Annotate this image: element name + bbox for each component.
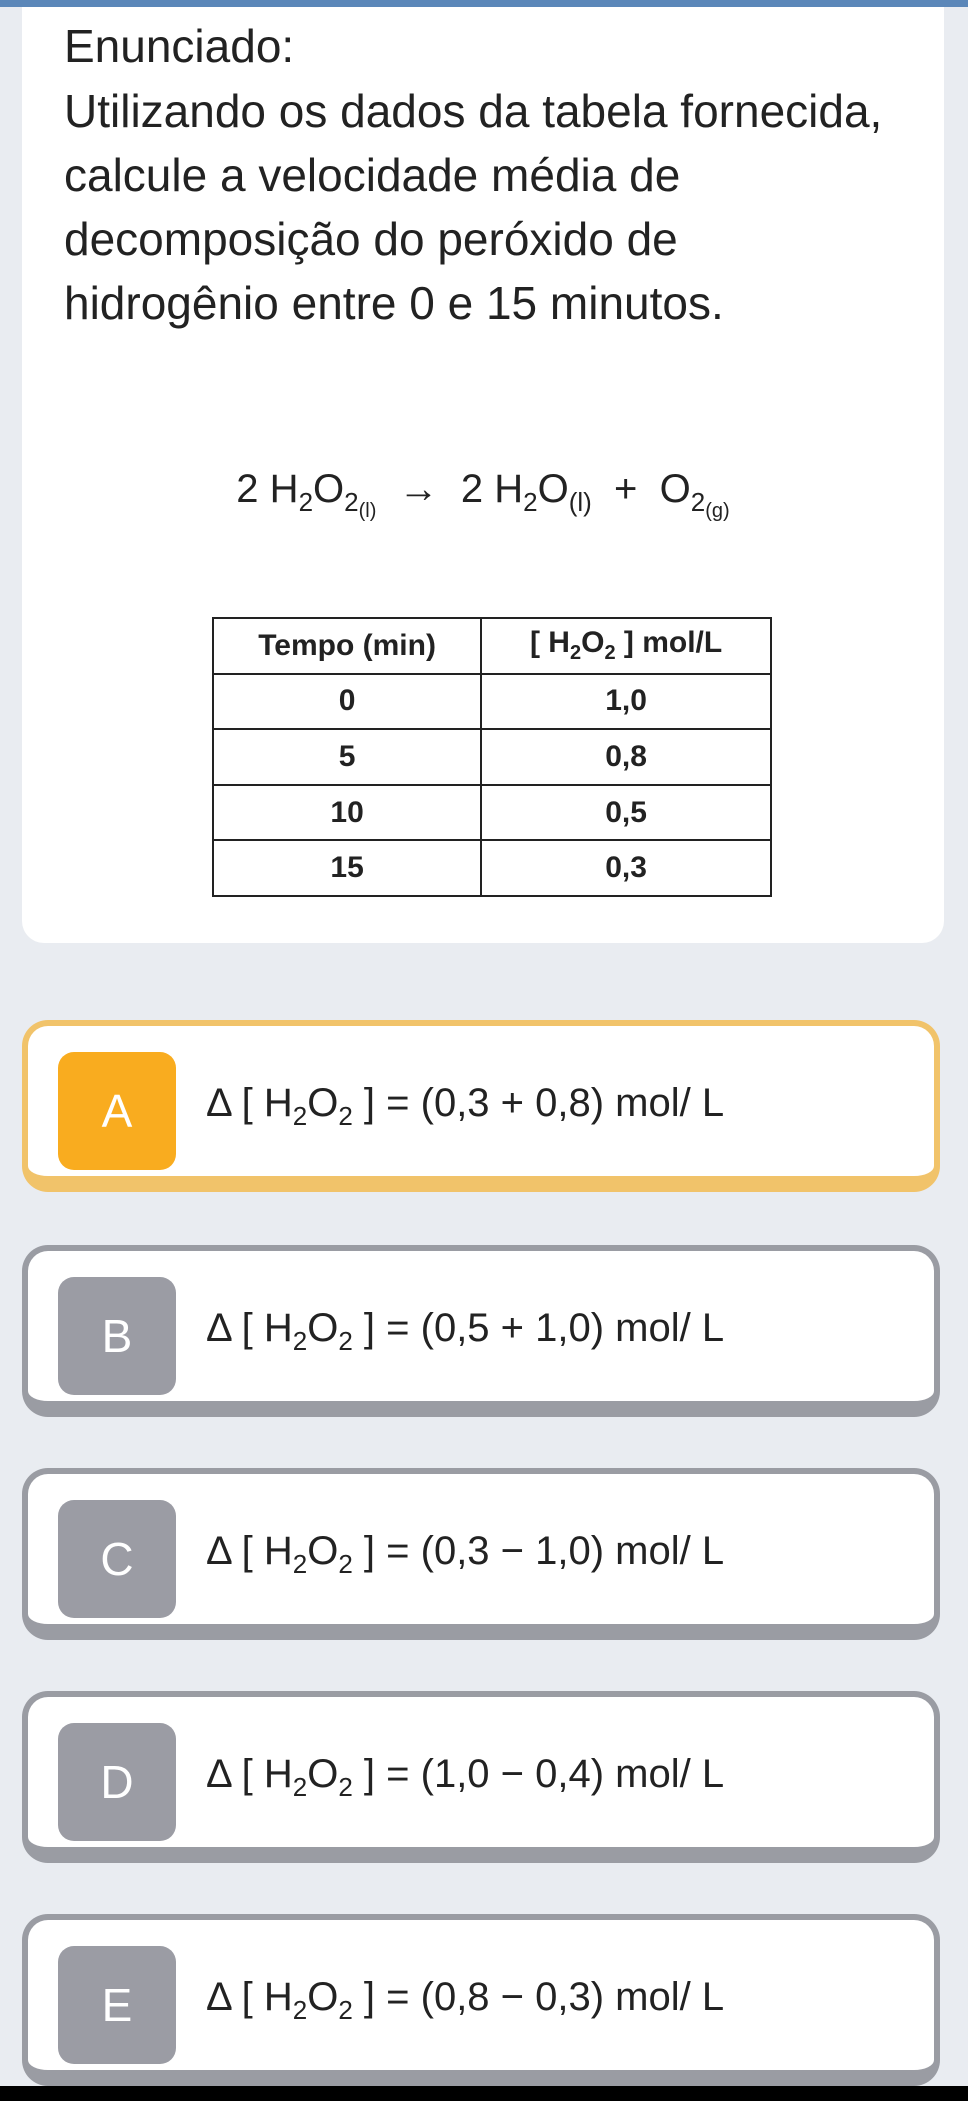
question-card (22, 7, 944, 943)
question-statement: Utilizando os dados da tabela fornecida, calcule a velocidade média de decomposição do peróxido de hidrogênio entre 0 e 15 minutos. (64, 85, 883, 329)
option-b[interactable] (22, 1245, 940, 1417)
table-row: 10 0,5 (213, 785, 771, 841)
option-letter-badge: B (58, 1277, 176, 1395)
option-text: Δ [ $H_2O_2$ ] = (0,5 + 1,0) mol/ L (206, 1306, 725, 1356)
top-accent-bar (0, 0, 968, 7)
header-concentration: [ $H_2O_2$ ] mol/L (481, 618, 771, 674)
reaction-arrow: → (398, 467, 439, 511)
option-letter-badge: D (58, 1723, 176, 1841)
question-label: Enunciado: (64, 20, 295, 72)
option-letter-badge: E (58, 1946, 176, 2064)
table-row: 15 0,3 (213, 840, 771, 896)
chemical-equation: 2 $H_2O_{2_{(l)}} \to 2$ $H_2O_{(l)} + O_{2_{(g)}}$ (236, 467, 730, 523)
table-header-row (213, 618, 771, 674)
data-table (212, 617, 772, 897)
option-text: Δ [ $H_2O_2$ ] = (0,8 − 0,3) mol/ L (206, 1975, 725, 2025)
header-time: Tempo (min) (213, 618, 481, 674)
option-e[interactable] (22, 1914, 940, 2086)
bottom-bar (0, 2086, 968, 2101)
option-text: Δ [ $H_2O_2$ ] = (0,3 − 1,0) mol/ L (206, 1529, 725, 1579)
option-c[interactable] (22, 1468, 940, 1640)
option-letter-badge: A (58, 1052, 176, 1170)
option-d[interactable] (22, 1691, 940, 1863)
option-text: Δ [ $H_2O_2$ ] = (0,3 + 0,8) mol/ L (206, 1081, 725, 1131)
table-row: 5 0,8 (213, 729, 771, 785)
option-letter-badge: C (58, 1500, 176, 1618)
option-a[interactable] (22, 1020, 940, 1192)
table-row: 0 1,0 (213, 674, 771, 730)
option-text: Δ [ $H_2O_2$ ] = (1,0 − 0,4) mol/ L (206, 1752, 725, 1802)
